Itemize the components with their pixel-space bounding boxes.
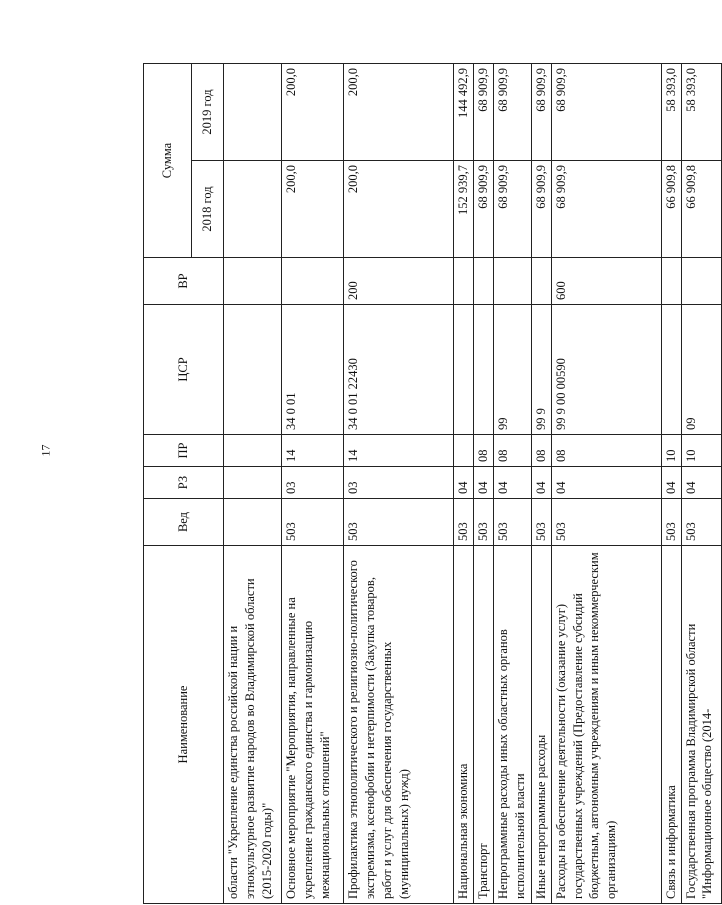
cell-ved: 503: [282, 499, 344, 546]
cell-name: Профилактика этнополитического и религиозно-политического экстремизма, ксенофобии и нетерпимости (Закупка товаров, работ и услуг для обеспечения государственных (муниципальных) нужд): [344, 546, 454, 904]
table-row: [661, 64, 681, 904]
cell-rz: 04: [473, 467, 493, 499]
cell-csr: 99 9: [531, 305, 551, 435]
header-pr: ПР: [144, 435, 224, 467]
cell-rz: 03: [282, 467, 344, 499]
cell-2019: 68 909,9: [493, 64, 531, 161]
cell-name: Основное мероприятие "Мероприятия, направленные на укрепление гражданского единства и гармонизацию межнациональных отношений": [282, 546, 344, 904]
cell-2018: [224, 161, 282, 258]
cell-ved: 503: [531, 499, 551, 546]
cell-csr: 99 9 00 00590: [551, 305, 661, 435]
cell-2019: 58 393,0: [661, 64, 681, 161]
cell-rz: 04: [493, 467, 531, 499]
cell-ved: 503: [454, 499, 474, 546]
cell-2019: 68 909,9: [551, 64, 661, 161]
cell-vr: [224, 258, 282, 305]
header-row: [144, 64, 192, 904]
cell-csr: [454, 305, 474, 435]
cell-2018: 200,0: [282, 161, 344, 258]
cell-csr: 09: [681, 305, 721, 435]
cell-rz: 04: [454, 467, 474, 499]
cell-rz: 04: [551, 467, 661, 499]
cell-csr: [661, 305, 681, 435]
table-row: [531, 64, 551, 904]
cell-ved: 503: [681, 499, 721, 546]
cell-csr: 34 0 01: [282, 305, 344, 435]
table-row: [681, 64, 721, 904]
cell-rz: 04: [531, 467, 551, 499]
cell-vr: [661, 258, 681, 305]
cell-vr: 200: [344, 258, 454, 305]
cell-csr: [224, 305, 282, 435]
page-number: 17: [38, 444, 53, 457]
cell-2019: 200,0: [282, 64, 344, 161]
cell-ved: 503: [551, 499, 661, 546]
cell-vr: [454, 258, 474, 305]
cell-vr: [531, 258, 551, 305]
budget-table: [143, 63, 722, 904]
cell-pr: 08: [493, 435, 531, 467]
table-row: [454, 64, 474, 904]
cell-csr: 34 0 01 22430: [344, 305, 454, 435]
cell-pr: 14: [344, 435, 454, 467]
cell-2018: 68 909,9: [473, 161, 493, 258]
cell-name: Непрограммные расходы иных областных органов исполнительной власти: [493, 546, 531, 904]
cell-ved: 503: [493, 499, 531, 546]
table-row: [282, 64, 344, 904]
table-row: [493, 64, 531, 904]
cell-2018: 66 909,8: [681, 161, 721, 258]
cell-pr: 10: [661, 435, 681, 467]
header-vr: ВР: [144, 258, 224, 305]
header-sum: Сумма: [144, 64, 192, 258]
cell-name: Иные непрограммные расходы: [531, 546, 551, 904]
budget-table-frame: [143, 64, 715, 904]
cell-2018: 66 909,8: [661, 161, 681, 258]
table-row: [344, 64, 454, 904]
header-ved: Вед: [144, 499, 224, 546]
cell-rz: 04: [661, 467, 681, 499]
cell-2019: 58 393,0: [681, 64, 721, 161]
cell-ved: 503: [344, 499, 454, 546]
cell-vr: [681, 258, 721, 305]
table-row: [551, 64, 661, 904]
cell-2019: [224, 64, 282, 161]
cell-pr: [224, 435, 282, 467]
cell-ved: [224, 499, 282, 546]
cell-ved: 503: [473, 499, 493, 546]
table-row: [473, 64, 493, 904]
cell-pr: 08: [551, 435, 661, 467]
cell-2018: 68 909,9: [551, 161, 661, 258]
cell-csr: [473, 305, 493, 435]
table-body: [224, 64, 722, 904]
cell-2019: 200,0: [344, 64, 454, 161]
cell-rz: [224, 467, 282, 499]
header-2019: 2019 год: [192, 64, 224, 161]
cell-2019: 68 909,9: [473, 64, 493, 161]
cell-ved: 503: [661, 499, 681, 546]
cell-vr: 600: [551, 258, 661, 305]
cell-rz: 04: [681, 467, 721, 499]
cell-name: Национальная экономика: [454, 546, 474, 904]
header-rz: РЗ: [144, 467, 224, 499]
cell-2018: 68 909,9: [493, 161, 531, 258]
cell-pr: 08: [473, 435, 493, 467]
cell-name: Государственная программа Владимирской области "Информационное общество (2014-: [681, 546, 721, 904]
cell-2018: 152 939,7: [454, 161, 474, 258]
cell-name: Транспорт: [473, 546, 493, 904]
cell-pr: [454, 435, 474, 467]
cell-pr: 08: [531, 435, 551, 467]
cell-2018: 68 909,9: [531, 161, 551, 258]
cell-2018: 200,0: [344, 161, 454, 258]
cell-name: области "Укрепление единства российской нации и этнокультурное развитие народов во Владимирской области (2015-2020 годы)": [224, 546, 282, 904]
cell-pr: 14: [282, 435, 344, 467]
cell-rz: 03: [344, 467, 454, 499]
header-csr: ЦСР: [144, 305, 224, 435]
cell-2019: 68 909,9: [531, 64, 551, 161]
cell-name: Расходы на обеспечение деятельности (оказание услуг) государственных учреждений (Предоставление субсидий бюджетным, автономным учреждениям и иным некоммерческим организациям): [551, 546, 661, 904]
cell-vr: [493, 258, 531, 305]
cell-csr: 99: [493, 305, 531, 435]
header-2018: 2018 год: [192, 161, 224, 258]
cell-vr: [473, 258, 493, 305]
table-row: [224, 64, 282, 904]
cell-vr: [282, 258, 344, 305]
header-name: Наименование: [144, 546, 224, 904]
cell-pr: 10: [681, 435, 721, 467]
cell-name: Связь и информатика: [661, 546, 681, 904]
cell-2019: 144 492,9: [454, 64, 474, 161]
